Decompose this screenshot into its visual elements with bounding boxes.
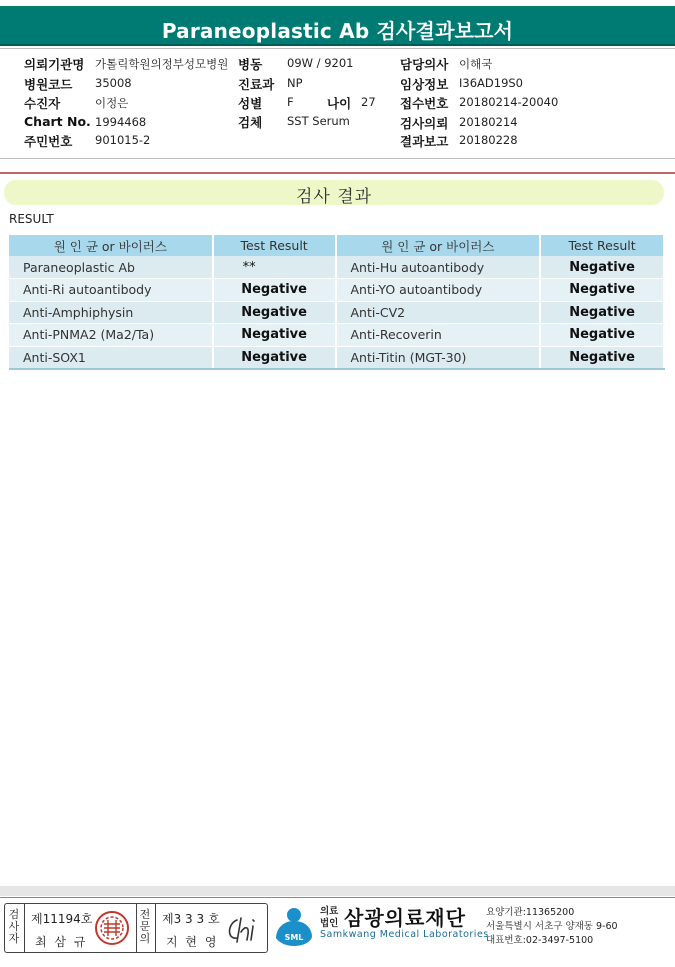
patient-name-value: 이정은 xyxy=(95,96,129,110)
sig-divider xyxy=(136,904,137,952)
test-result: ** xyxy=(213,256,336,279)
request-date-label: 검사의뢰 xyxy=(400,116,449,131)
inspector-seal-icon xyxy=(94,910,130,946)
test-result: Negative xyxy=(540,301,664,324)
corp-label: 의료법인 xyxy=(320,906,339,929)
org-phone: 대표번호:02-3497-5100 xyxy=(486,935,594,946)
receipt-no-label: 접수번호 xyxy=(400,96,449,111)
patient-name-label: 수진자 xyxy=(24,96,61,111)
resident-no-value: 901015-2 xyxy=(95,133,151,147)
inspector-name: 최 삼 규 xyxy=(35,935,88,949)
header-pathogen-1: 원 인 균 or 바이러스 xyxy=(9,235,213,256)
specialist-license: 제3 3 3 호 xyxy=(162,912,220,926)
test-name: Anti-SOX1 xyxy=(9,346,213,369)
org-name: 삼광의료재단 xyxy=(344,906,466,930)
institution-label: 의뢰기관명 xyxy=(24,57,85,72)
test-name: Anti-PNMA2 (Ma2/Ta) xyxy=(9,324,213,347)
header-divider xyxy=(0,48,675,49)
table-row xyxy=(9,346,664,369)
sex-value: F xyxy=(287,95,294,109)
results-table xyxy=(9,235,665,370)
footer-band xyxy=(0,886,675,896)
signature-box xyxy=(4,903,268,953)
chart-no-label: Chart No. xyxy=(24,114,91,129)
ward-value: 09W / 9201 xyxy=(287,56,354,70)
clinical-info-label: 임상정보 xyxy=(400,77,449,92)
specialist-label: 전문의 xyxy=(139,908,151,945)
result-label: RESULT xyxy=(9,212,54,226)
hospital-code-label: 병원코드 xyxy=(24,77,73,92)
test-name: Anti-Titin (MGT-30) xyxy=(336,346,541,369)
department-value: NP xyxy=(287,76,303,90)
report-date-value: 20180228 xyxy=(459,133,518,147)
specimen-label: 검체 xyxy=(238,115,263,130)
doctor-value: 이해국 xyxy=(459,57,493,71)
test-result: Negative xyxy=(213,301,336,324)
test-result: Negative xyxy=(213,346,336,369)
test-name: Anti-Hu autoantibody xyxy=(336,256,541,279)
sml-logo-text: SML xyxy=(284,933,304,942)
test-name: Anti-Ri autoantibody xyxy=(9,279,213,302)
department-label: 진료과 xyxy=(238,77,275,92)
test-result: Negative xyxy=(540,256,664,279)
chart-no-value: 1994468 xyxy=(95,115,147,129)
test-result: Negative xyxy=(540,346,664,369)
report-title-bar xyxy=(0,6,675,46)
inspector-label: 검사자 xyxy=(8,908,20,945)
test-result: Negative xyxy=(540,279,664,302)
table-row xyxy=(9,256,664,279)
header-pathogen-2: 원 인 균 or 바이러스 xyxy=(336,235,541,256)
header-result-2: Test Result xyxy=(540,235,664,256)
receipt-no-value: 20180214-20040 xyxy=(459,95,559,109)
org-address: 서울특별시 서초구 양재동 9-60 xyxy=(486,921,618,932)
age-value: 27 xyxy=(361,95,376,109)
header-result-1: Test Result xyxy=(213,235,336,256)
report-title: Paraneoplastic Ab 검사결과보고서 xyxy=(161,19,514,43)
test-result: Negative xyxy=(213,279,336,302)
specialist-name: 지 현 영 xyxy=(166,935,219,949)
org-contact-info xyxy=(486,906,618,948)
sml-logo-icon xyxy=(272,904,316,948)
table-row xyxy=(9,324,664,347)
sex-label: 성별 xyxy=(238,96,263,111)
test-name: Paraneoplastic Ab xyxy=(9,256,213,279)
footer-divider xyxy=(0,897,675,898)
section-title: 검사 결과 xyxy=(295,187,373,207)
info-divider-top xyxy=(0,158,675,159)
org-english-name: Samkwang Medical Laboratories xyxy=(320,929,489,940)
sig-divider xyxy=(24,904,25,952)
inspector-license: 제11194호 xyxy=(31,912,93,926)
table-header-row xyxy=(9,235,664,256)
report-date-label: 결과보고 xyxy=(400,134,449,149)
clinical-info-value: I36AD19S0 xyxy=(459,76,523,90)
test-result: Negative xyxy=(213,324,336,347)
care-code: 요양기관:11365200 xyxy=(486,907,575,918)
info-divider-red xyxy=(0,172,675,174)
section-header xyxy=(4,180,664,205)
ward-label: 병동 xyxy=(238,57,263,72)
table-row xyxy=(9,279,664,302)
specimen-value: SST Serum xyxy=(287,114,350,128)
resident-no-label: 주민번호 xyxy=(24,134,73,149)
institution-value: 가톨릭학원의정부성모병원 xyxy=(95,57,229,71)
test-name: Anti-CV2 xyxy=(336,301,541,324)
table-row xyxy=(9,301,664,324)
test-result: Negative xyxy=(540,324,664,347)
age-label: 나이 xyxy=(327,96,352,111)
hospital-code-value: 35008 xyxy=(95,76,132,90)
test-name: Anti-YO autoantibody xyxy=(336,279,541,302)
doctor-label: 담당의사 xyxy=(400,57,449,72)
specialist-signature-icon xyxy=(223,912,263,946)
test-name: Anti-Recoverin xyxy=(336,324,541,347)
request-date-value: 20180214 xyxy=(459,115,518,129)
test-name: Anti-Amphiphysin xyxy=(9,301,213,324)
sig-divider xyxy=(155,904,156,952)
